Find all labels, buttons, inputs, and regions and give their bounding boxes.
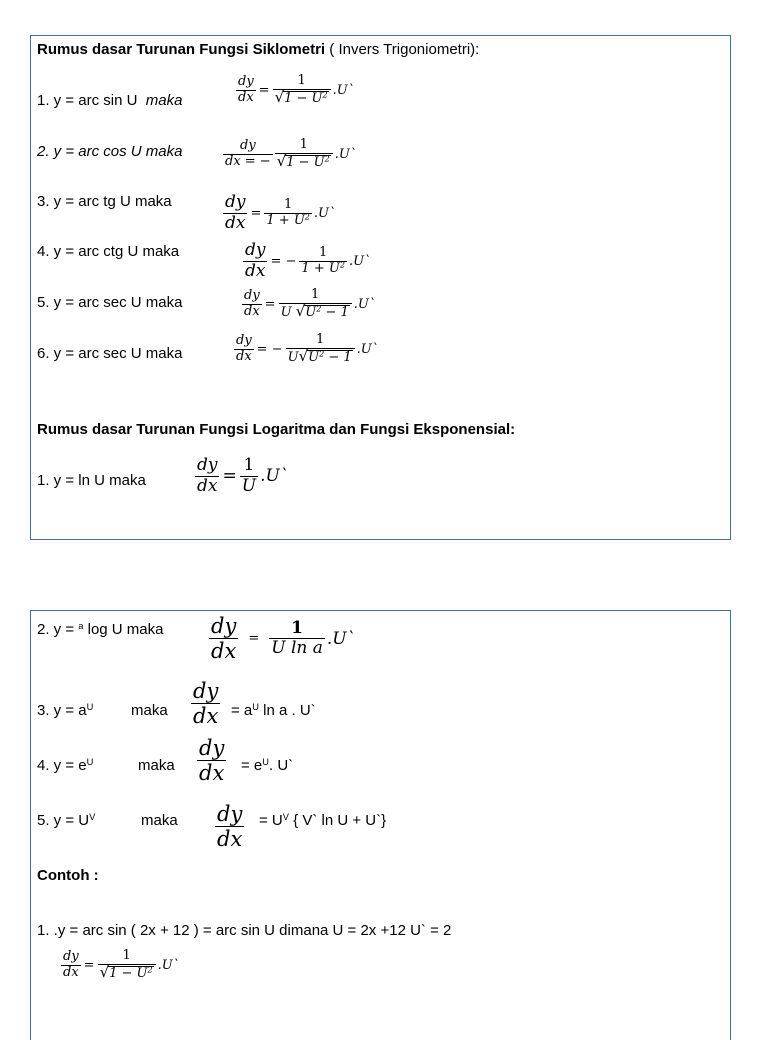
- eksponensial-box: [30, 610, 731, 1040]
- item-4-formula: [243, 241, 371, 281]
- label-pre: 4. y = e: [37, 757, 87, 774]
- label-pre: 2. y =: [37, 621, 79, 638]
- rhs-pre: = U: [259, 812, 283, 829]
- box2-item-3-maka: maka: [131, 702, 168, 719]
- item-2-label: 2. y = arc cos U maka: [37, 143, 183, 160]
- dy: dy: [217, 802, 243, 826]
- box2-item-4-formula: [197, 736, 226, 785]
- box2-item-5-rhs: [259, 812, 386, 829]
- dx: dx: [197, 475, 218, 496]
- numerator: 1: [291, 617, 303, 638]
- numerator: 1: [243, 455, 255, 475]
- rhs-pre: = e: [241, 757, 263, 774]
- sign: =: [258, 82, 270, 98]
- heading-rest: ( Invers Trigoniometri):: [325, 41, 480, 58]
- dx: dx: [63, 964, 79, 980]
- box2-item-2-label: [37, 621, 164, 638]
- box2-item-4-rhs: [241, 757, 293, 774]
- sign: = −: [270, 253, 297, 269]
- rhs-post: . U`: [269, 757, 294, 774]
- item-4-label: 4. y = arc ctg U maka: [37, 243, 180, 260]
- dy: dy: [63, 949, 79, 964]
- heading-siklometri: [37, 41, 479, 58]
- dx: dx: [225, 212, 246, 233]
- rhs-sup: U: [252, 701, 259, 712]
- exponent: 2: [319, 349, 325, 359]
- box2-item-5-maka: maka: [141, 812, 178, 829]
- tail: .U`: [353, 296, 376, 312]
- exponent: 2: [304, 212, 310, 222]
- tail: .U`: [260, 466, 289, 487]
- item-1-label: [37, 92, 182, 109]
- numerator: 1: [319, 244, 328, 260]
- exponent: 2: [322, 90, 328, 100]
- box2-item-3-label: [37, 702, 93, 719]
- sign: =: [250, 205, 262, 221]
- item-6-formula: $\frac{dy}{dx}$ = − 1 U √ $U^2 - 1$ .U`: [236, 332, 379, 365]
- denominator-post: − 1: [321, 304, 349, 320]
- contoh-heading: Contoh :: [37, 867, 99, 884]
- item-1-maka: maka: [145, 92, 183, 109]
- denominator-post: − 1: [324, 349, 352, 365]
- example-1-formula: $\frac{dy}{dx}$ = 1 √ $1 - U^2$ .U`: [63, 948, 180, 981]
- log-item-1-formula: [195, 456, 288, 496]
- sign: =: [222, 466, 237, 487]
- exponent: 2: [316, 304, 322, 314]
- item-1-formula: $\frac{dy}{dx}$ = 1 √ $1 - U^2$ .U`: [238, 73, 355, 106]
- dx: dx: [193, 704, 219, 729]
- denominator: U ln a: [271, 638, 323, 659]
- dx: dx: [217, 827, 243, 852]
- numerator: 1: [315, 332, 325, 347]
- item-6-label: 6. y = arc sec U maka: [37, 345, 183, 362]
- item-1-text: 1. y = arc sin U: [37, 92, 138, 109]
- exponent: 2: [147, 965, 153, 975]
- label-post: log U maka: [83, 621, 164, 638]
- dx: dx: [211, 639, 237, 664]
- dy: dy: [238, 74, 254, 89]
- dy: dy: [236, 333, 252, 348]
- box2-item-2-formula: [209, 614, 355, 663]
- dy: dy: [197, 455, 218, 475]
- log-item-1-label: 1. y = ln U maka: [37, 472, 146, 489]
- item-3-formula: [223, 193, 336, 233]
- tail: .U`: [348, 253, 371, 269]
- heading-bold: Rumus dasar Turunan Fungsi Siklometri: [37, 41, 326, 58]
- dx: dx: [199, 761, 225, 786]
- sign: =: [264, 296, 276, 312]
- denominator-u: U: [287, 349, 299, 365]
- label-pre: 5. y = U: [37, 812, 90, 829]
- example-1-label: 1. .y = arc sin ( 2x + 12 ) = arc sin U dimana U = 2x +12 U` = 2: [37, 922, 452, 939]
- item-3-label: 3. y = arc tg U maka: [37, 193, 172, 210]
- rhs-sup: V: [282, 811, 289, 822]
- rhs-post: { V` ln U + U`}: [288, 812, 387, 829]
- box2-item-4-maka: maka: [138, 757, 175, 774]
- numerator: 1: [284, 196, 293, 212]
- sign: =: [248, 631, 260, 647]
- heading-logaritma: Rumus dasar Turunan Fungsi Logaritma dan Fungsi Eksponensial:: [37, 421, 516, 438]
- tail: .U`: [157, 957, 180, 973]
- rhs-sup: U: [262, 756, 269, 767]
- dx: dx: [238, 89, 254, 105]
- dy: dy: [245, 240, 266, 260]
- denominator: 1 + U: [301, 260, 340, 276]
- dy: dy: [225, 192, 246, 212]
- label-sup: U: [86, 701, 94, 712]
- dy: dy: [244, 288, 260, 303]
- sign: =: [83, 957, 95, 973]
- box2-item-5-formula: [215, 802, 244, 851]
- dx: dx: [245, 260, 266, 281]
- label-sup: a: [78, 620, 84, 631]
- item-5-formula: $\frac{dy}{dx}$ = 1 U √ $U^2 - 1$ .U`: [244, 287, 376, 320]
- label-pre: 3. y = a: [37, 702, 87, 719]
- box2-item-3-formula: [191, 679, 220, 728]
- sign: = −: [256, 341, 283, 357]
- box2-item-5-label: [37, 812, 95, 829]
- dy: dy: [199, 736, 225, 760]
- numerator: 1: [311, 287, 320, 302]
- dx: dx: [244, 303, 260, 319]
- denominator: 1 − U: [109, 965, 148, 981]
- denominator: U: [308, 349, 320, 365]
- numerator: 1: [297, 73, 306, 88]
- label-sup: V: [89, 811, 96, 822]
- tail: .U`: [334, 146, 357, 162]
- item-5-label: 5. y = arc sec U maka: [37, 294, 183, 311]
- dx: dx: [236, 348, 252, 364]
- tail: .U`: [313, 205, 336, 221]
- denominator: U: [241, 475, 257, 496]
- tail: .U`: [326, 628, 356, 649]
- dx: dx = −: [225, 153, 271, 169]
- exponent: 2: [324, 154, 330, 164]
- dy: dy: [211, 614, 237, 638]
- rhs-post: ln a . U`: [259, 702, 316, 719]
- dy: dy: [193, 679, 219, 703]
- tail: .U`: [332, 82, 355, 98]
- item-2-formula: $\frac{dy}{dx = -}$ 1 √ $1 - U^2$ .U`: [225, 137, 357, 170]
- denominator: 1 − U: [286, 154, 325, 170]
- denominator: 1 + U: [266, 212, 305, 228]
- siklometri-box: [30, 35, 731, 540]
- box2-item-3-rhs: [231, 702, 316, 719]
- denominator-u: U: [280, 304, 292, 320]
- label-sup: U: [86, 756, 94, 767]
- box2-item-4-label: [37, 757, 93, 774]
- exponent: 2: [339, 260, 345, 270]
- tail: .U`: [356, 341, 379, 357]
- numerator: 1: [299, 137, 308, 152]
- numerator: 1: [122, 948, 131, 963]
- denominator: U: [305, 304, 317, 320]
- dy: dy: [240, 138, 256, 153]
- denominator: 1 − U: [284, 90, 323, 106]
- rhs-pre: = a: [231, 702, 253, 719]
